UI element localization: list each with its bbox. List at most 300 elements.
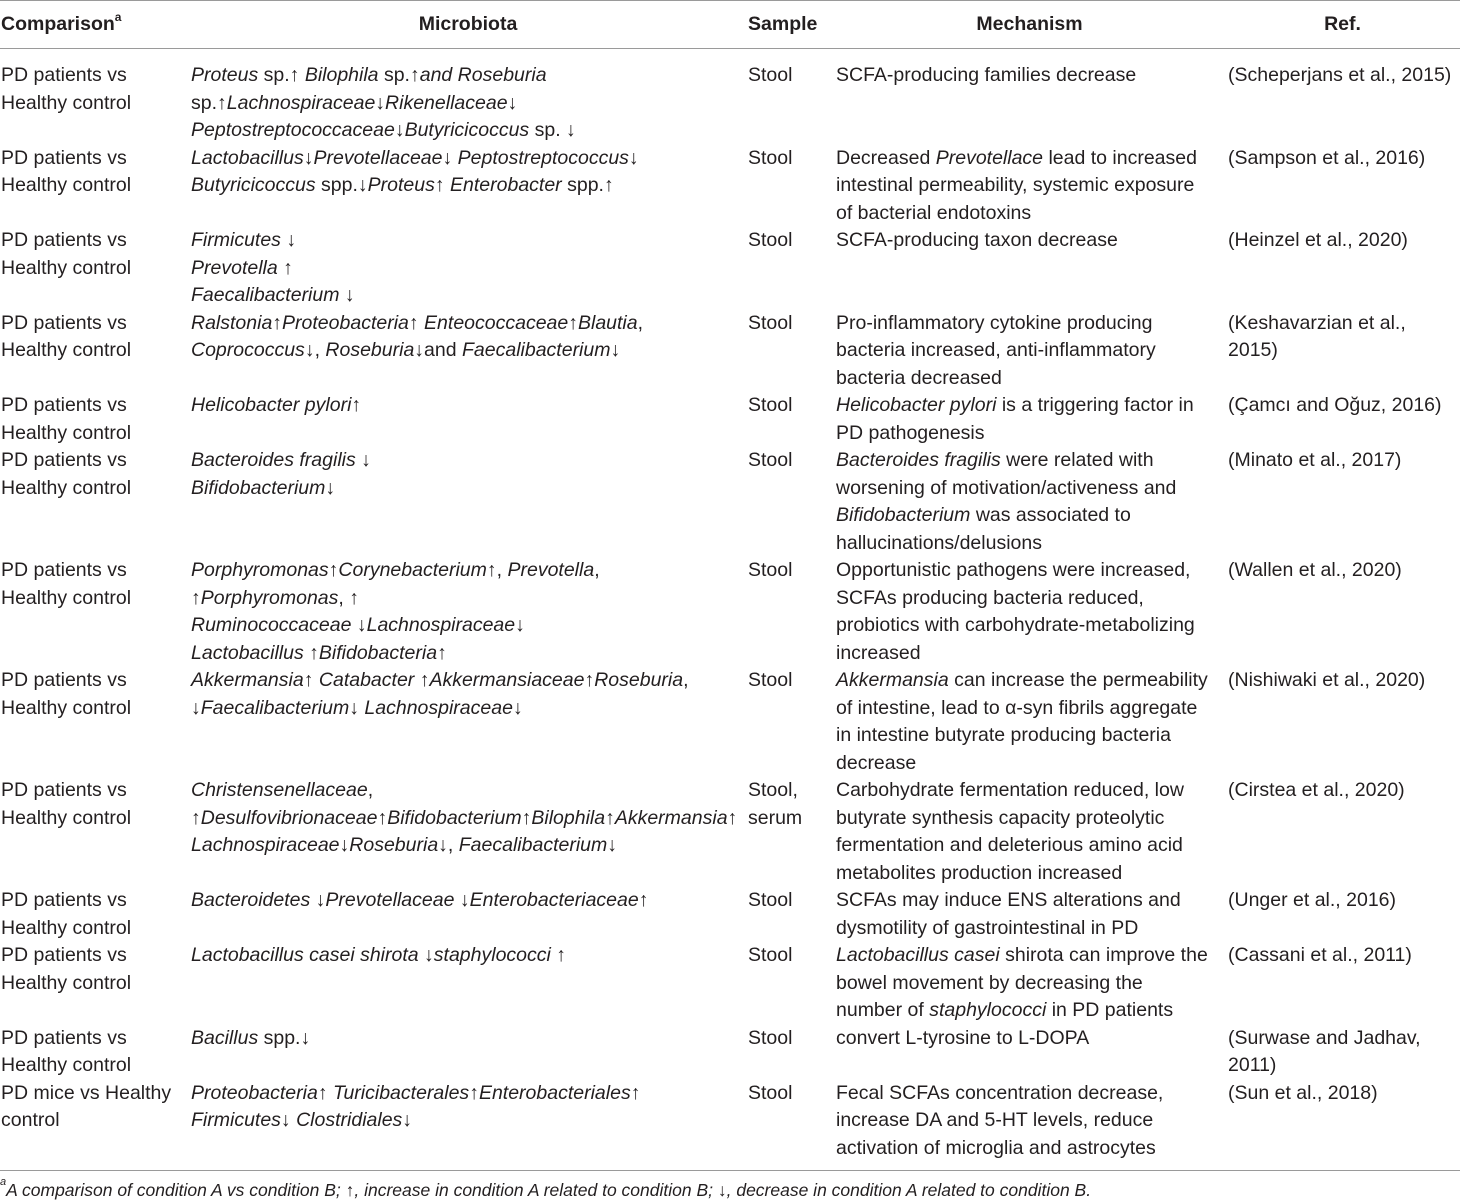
mechanism-text: was associated to [970, 504, 1131, 526]
comparison-line: PD patients vs [1, 146, 127, 169]
comparison-line: Healthy control [1, 696, 132, 719]
mechanism-text: Opportunistic pathogens were increased, [836, 559, 1191, 581]
microbiota-taxon: Peptostreptococcaceae [191, 119, 395, 141]
table-body [0, 49, 1460, 1175]
microbiota-text: ↓ [339, 834, 350, 856]
microbiota-taxon: Lactobacillus [191, 146, 304, 169]
microbiota-text: ↑ [638, 889, 649, 911]
microbiota-taxon: Roseburia [594, 669, 684, 691]
microbiota-taxon: Roseburia [349, 834, 439, 856]
microbiota-text: ↓ [402, 1109, 413, 1131]
mechanism-text: of bacterial endotoxins [836, 201, 1032, 224]
cell-microbiota [190, 227, 746, 310]
mechanism-text: Pro-inflammatory cytokine producing [836, 311, 1153, 334]
table-row [0, 1080, 1460, 1175]
mechanism-text: Carbohydrate fermentation reduced, low [836, 779, 1184, 801]
microbiota-text: sp.↑ [378, 64, 420, 86]
cell-microbiota [190, 887, 746, 942]
microbiota-taxon: Lachnospiraceae [364, 696, 513, 719]
table-row [0, 777, 1460, 887]
header-sample: Sample [746, 1, 834, 49]
cell-microbiota [190, 310, 746, 393]
cell-sample [746, 557, 834, 667]
microbiota-taxon: Porphyromonas [191, 559, 329, 581]
mechanism-text: Decreased [836, 146, 936, 169]
microbiota-taxon: Enterobacteriaceae [469, 889, 639, 911]
comparison-line: Healthy control [1, 1054, 132, 1076]
cell-comparison [0, 887, 190, 942]
mechanism-text: in intestine butyrate producing bacteria [836, 724, 1171, 746]
microbiota-taxon: Porphyromonas [200, 586, 339, 609]
mechanism-text: bacteria increased, anti-inflammatory [836, 339, 1156, 361]
ref-line: 2011) [1228, 1054, 1277, 1076]
microbiota-text: ↓ [507, 91, 518, 114]
ref-line: (Unger et al., 2016) [1228, 889, 1397, 911]
cell-comparison [0, 942, 190, 1025]
microbiota-taxon: Enterobacter [450, 174, 562, 196]
microbiota-text: , [637, 311, 644, 334]
cell-mechanism [834, 310, 1225, 393]
ref-line: (Cirstea et al., 2020) [1228, 779, 1405, 801]
microbiota-taxon: Firmicutes [191, 229, 281, 251]
microbiota-text: ↓ [351, 614, 367, 636]
microbiota-text: ↓ [610, 339, 621, 361]
microbiota-taxon: Bifidobacterium [191, 476, 326, 499]
mechanism-text: SCFAs producing bacteria reduced, [836, 586, 1144, 609]
ref-line: (Çamcı and Oğuz, 2016) [1228, 394, 1442, 416]
comparison-line: Healthy control [1, 586, 132, 609]
comparison-line: PD patients vs [1, 889, 127, 911]
comparison-line: Healthy control [1, 339, 132, 361]
ref-line: (Heinzel et al., 2020) [1228, 229, 1408, 251]
cell-comparison [0, 145, 190, 228]
cell-sample [746, 227, 834, 310]
comparison-line: PD patients vs [1, 559, 127, 581]
cell-ref [1225, 777, 1460, 887]
microbiota-text: ↑ [303, 641, 319, 664]
microbiota-taxon: Ruminococcaceae [191, 614, 352, 636]
microbiota-text: , [683, 669, 689, 691]
comparison-line: PD patients vs [1, 394, 127, 416]
microbiota-text: ↑ [630, 1081, 641, 1104]
ref-line: (Sampson et al., 2016) [1228, 146, 1426, 169]
microbiota-taxon: Firmicutes [191, 1109, 281, 1131]
mechanism-taxon: Bifidobacterium [836, 504, 971, 526]
microbiota-text: ↑ [727, 806, 738, 829]
mechanism-taxon: Helicobacter pylori [836, 394, 997, 416]
microbiota-text: ↑ [272, 311, 283, 334]
microbiota-taxon: Enterobacteriales [478, 1081, 631, 1104]
microbiota-text: ↓, [438, 834, 459, 856]
sample-line: Stool [748, 449, 793, 471]
microbiota-text: ↑ [605, 806, 615, 829]
microbiota-taxon: Proteus [367, 174, 435, 196]
ref-line: (Sun et al., 2018) [1228, 1081, 1378, 1104]
microbiota-taxon: staphylococci [433, 944, 551, 966]
header-mechanism: Mechanism [834, 1, 1225, 49]
microbiota-text: sp.↑ [191, 91, 227, 114]
cell-sample [746, 942, 834, 1025]
microbiota-text: ↑ [568, 311, 578, 334]
microbiota-taxon: Faecalibacterium [200, 696, 350, 719]
mechanism-text: of intestine, lead to α-syn fibrils aggregate [836, 696, 1198, 719]
microbiota-taxon: Coprococcus [191, 339, 305, 361]
microbiota-text: ↑ [550, 944, 567, 966]
microbiota-text: ↓ [628, 146, 639, 169]
mechanism-text: bacteria decreased [836, 366, 1002, 389]
sample-line: Stool [748, 311, 793, 334]
mechanism-text: is a triggering factor in [996, 394, 1194, 416]
mechanism-text: lead to increased [1043, 146, 1197, 169]
microbiota-text: ↑ [191, 806, 201, 829]
cell-ref [1225, 227, 1460, 310]
table-row [0, 557, 1460, 667]
microbiota-text: ↓ [515, 614, 525, 636]
table-row [0, 392, 1460, 447]
microbiota-text: spp.↓ [315, 174, 368, 196]
microbiota-text: ↓ [454, 889, 470, 911]
comparison-line: PD mice vs Healthy [1, 1081, 172, 1104]
microbiota-text: ↑ [437, 641, 447, 664]
microbiota-taxon: Akkermansia [191, 669, 304, 691]
mechanism-text: probiotics with carbohydrate-metabolizing [836, 614, 1195, 636]
microbiota-text: ↓ [280, 1109, 297, 1131]
header-row [0, 1, 1460, 49]
table-row [0, 447, 1460, 557]
header-microbiota: Microbiota [190, 1, 746, 49]
cell-ref [1225, 942, 1460, 1025]
mechanism-text: Fecal SCFAs concentration decrease, [836, 1081, 1164, 1104]
microbiota-text: ↓ [355, 449, 371, 471]
cell-microbiota [190, 392, 746, 447]
table-row [0, 227, 1460, 310]
cell-mechanism [834, 392, 1225, 447]
sample-line: Stool [748, 559, 793, 581]
cell-sample [746, 1080, 834, 1175]
cell-comparison [0, 392, 190, 447]
microbiota-taxon: Blautia [577, 311, 638, 334]
mechanism-taxon: Lactobacillus casei [836, 944, 1000, 966]
cell-mechanism [834, 227, 1225, 310]
cell-microbiota [190, 1080, 746, 1175]
microbiota-taxon: Prevotella [507, 559, 595, 581]
microbiota-taxon: Clostridiales [296, 1109, 403, 1131]
cell-sample [746, 49, 834, 145]
comparison-line: Healthy control [1, 476, 132, 499]
microbiota-taxon: Christensenellaceae [191, 779, 368, 801]
microbiota-taxon: Bilophila [531, 806, 606, 829]
cell-comparison [0, 49, 190, 145]
comparison-line: PD patients vs [1, 779, 127, 801]
comparison-line: PD patients vs [1, 311, 127, 334]
microbiota-text: ↓ [512, 696, 523, 719]
sample-line: Stool [748, 229, 793, 251]
sample-line: Stool [748, 1081, 793, 1104]
mechanism-text: SCFA-producing taxon decrease [836, 229, 1118, 251]
comparison-line: control [1, 1109, 60, 1131]
microbiota-text: , [594, 559, 600, 581]
cell-ref [1225, 145, 1460, 228]
microbiota-text: spp.↓ [258, 1026, 311, 1049]
mechanism-text: butyrate synthesis capacity proteolytic [836, 806, 1165, 829]
cell-comparison [0, 1025, 190, 1080]
cell-ref [1225, 557, 1460, 667]
microbiota-text: ↑ [434, 174, 451, 196]
microbiota-taxon: Desulfovibrionaceae [200, 806, 378, 829]
microbiota-taxon: Bilophila [304, 64, 379, 86]
microbiota-text: ↓ [191, 696, 201, 719]
cell-microbiota [190, 777, 746, 887]
microbiota-taxon: Rikenellaceae [385, 91, 508, 114]
mechanism-text: can increase the permeability [948, 669, 1208, 691]
cell-sample [746, 310, 834, 393]
comparison-line: PD patients vs [1, 449, 127, 471]
microbiota-text: spp.↑ [561, 174, 614, 196]
table-header [0, 1, 1460, 49]
cell-ref [1225, 887, 1460, 942]
comparison-line: Healthy control [1, 91, 132, 114]
ref-line: (Keshavarzian et al., 2015) [1228, 311, 1406, 361]
microbiota-text: ↑ [377, 806, 388, 829]
microbiota-text: ↑ [191, 586, 201, 609]
microbiota-text: ↑ [328, 559, 339, 581]
mechanism-text: dysmotility of gastrointestinal in PD [836, 916, 1139, 939]
microbiota-text: ↑ [303, 669, 319, 691]
cell-mechanism [834, 777, 1225, 887]
mechanism-text: PD pathogenesis [836, 421, 985, 444]
cell-mechanism [834, 49, 1225, 145]
mechanism-text: SCFA-producing families decrease [836, 64, 1137, 86]
microbiota-taxon: Faecalibacterium [462, 339, 611, 361]
cell-ref [1225, 392, 1460, 447]
cell-mechanism [834, 942, 1225, 1025]
mechanism-text: hallucinations/delusions [836, 531, 1042, 554]
cell-mechanism [834, 887, 1225, 942]
microbiota-text: ↑ [317, 1081, 333, 1104]
comparison-line: PD patients vs [1, 229, 127, 251]
microbiota-taxon: Faecalibacterium [458, 834, 608, 856]
cell-comparison [0, 667, 190, 777]
cell-sample [746, 667, 834, 777]
microbiota-text: , ↑ [338, 586, 359, 609]
comparison-line: PD patients vs [1, 1026, 127, 1049]
mechanism-text: were related with [1000, 449, 1154, 471]
cell-microbiota [190, 49, 746, 145]
microbiota-text: ↓ [442, 146, 458, 169]
microbiota-text: ↓ [303, 146, 314, 169]
comparison-line: PD patients vs [1, 669, 127, 691]
ref-line: (Cassani et al., 2011) [1228, 944, 1412, 966]
cell-ref [1225, 1025, 1460, 1080]
microbiota-taxon: Ralstonia [191, 311, 273, 334]
cell-microbiota [190, 145, 746, 228]
cell-comparison [0, 777, 190, 887]
microbiota-taxon: Prevotellaceae [313, 146, 443, 169]
mechanism-text: bowel movement by decreasing the [836, 971, 1143, 994]
mechanism-text: metabolites production increased [836, 861, 1123, 884]
mechanism-text: intestinal permeability, systemic exposure [836, 174, 1195, 196]
mechanism-taxon: staphylococci [929, 999, 1047, 1021]
mechanism-text: SCFAs may induce ENS alterations and [836, 889, 1181, 911]
cell-microbiota [190, 667, 746, 777]
mechanism-text: convert L-tyrosine to L-DOPA [836, 1026, 1090, 1049]
microbiota-text: , [367, 779, 374, 801]
cell-ref [1225, 447, 1460, 557]
comparison-line: Healthy control [1, 174, 132, 196]
microbiota-taxon: Turicibacterales [333, 1081, 470, 1104]
microbiota-taxon: Corynebacterium [338, 559, 487, 581]
ref-line: (Scheperjans et al., 2015) [1228, 64, 1452, 86]
microbiota-taxon: Lachnospiraceae [191, 834, 340, 856]
cell-microbiota [190, 447, 746, 557]
microbiota-taxon: Roseburia [325, 339, 415, 361]
table-footnote [0, 1177, 1460, 1203]
comparison-line: PD patients vs [1, 64, 127, 86]
microbiota-text: ↓ [349, 696, 365, 719]
comparison-line: Healthy control [1, 806, 132, 829]
mechanism-text: number of [836, 999, 930, 1021]
cell-sample [746, 392, 834, 447]
microbiota-taxon: Lachnospiraceae [226, 91, 376, 114]
footnote-marker: a [0, 1176, 7, 1188]
header-ref: Ref. [1225, 1, 1460, 49]
table-row [0, 1025, 1460, 1080]
cell-mechanism [834, 1025, 1225, 1080]
mechanism-taxon: Prevotellace [935, 146, 1044, 169]
cell-ref [1225, 667, 1460, 777]
cell-mechanism [834, 145, 1225, 228]
cell-mechanism [834, 557, 1225, 667]
mechanism-taxon: Bacteroides fragilis [836, 449, 1001, 471]
sample-line: Stool [748, 944, 793, 966]
microbiota-text: ↓ [280, 229, 297, 251]
header-comparison: Comparison$^a$ [0, 1, 190, 49]
comparison-line: PD patients vs [1, 944, 127, 966]
microbiota-taxon: Bifidobacterium [387, 806, 522, 829]
microbiota-taxon: Proteus [191, 64, 259, 86]
comparison-line: Healthy control [1, 421, 132, 444]
cell-comparison [0, 227, 190, 310]
sample-line: Stool [748, 1026, 793, 1049]
microbiota-text: ↓ [339, 284, 355, 306]
cell-ref [1225, 310, 1460, 393]
microbiota-taxon: Proteobacteria [191, 1081, 318, 1104]
cell-mechanism [834, 1080, 1225, 1175]
comparison-line: Healthy control [1, 256, 132, 279]
table-row [0, 942, 1460, 1025]
mechanism-text: shirota can improve the [999, 944, 1208, 966]
microbiota-taxon: Akkermansia [614, 806, 728, 829]
cell-ref [1225, 1080, 1460, 1175]
microbiota-taxon: Helicobacter pylori [191, 394, 352, 416]
cell-sample [746, 777, 834, 887]
microbiota-text: ↑ [521, 806, 532, 829]
microbiota-taxon: Faecalibacterium [191, 284, 340, 306]
microbiota-text: ↓ [325, 476, 336, 499]
cell-ref [1225, 49, 1460, 145]
cell-microbiota [190, 557, 746, 667]
cell-microbiota [190, 942, 746, 1025]
microbiota-text: ↑ [408, 311, 425, 334]
ref-line: (Surwase and Jadhav, [1228, 1026, 1421, 1049]
microbiota-taxon: Butyricicoccus [404, 119, 530, 141]
sample-line: Stool [748, 889, 793, 911]
microbiota-taxon: and Roseburia [419, 64, 547, 86]
microbiota-text: ↓, [304, 339, 326, 361]
sample-line: Stool [748, 669, 793, 691]
mechanism-text: fermentation and deleterious amino acid [836, 834, 1183, 856]
microbiota-text: ↑ [277, 256, 293, 279]
microbiota-text: sp.↑ [258, 64, 305, 86]
microbiota-text: ↑ [469, 1081, 479, 1104]
microbiota-taxon: Lachnospiraceae [366, 614, 516, 636]
microbiota-text: sp. ↓ [529, 119, 576, 141]
microbiota-taxon: Peptostreptococcus [457, 146, 629, 169]
ref-line: (Nishiwaki et al., 2020) [1228, 669, 1426, 691]
mechanism-text: decrease [836, 751, 917, 774]
ref-line: (Minato et al., 2017) [1228, 449, 1402, 471]
table-row [0, 887, 1460, 942]
ref-line: (Wallen et al., 2020) [1228, 559, 1402, 581]
microbiota-text: ↑ [584, 669, 595, 691]
table-row [0, 145, 1460, 228]
microbiota-taxon: Prevotellaceae [325, 889, 455, 911]
microbiota-text: ↑ [414, 669, 430, 691]
cell-comparison [0, 557, 190, 667]
microbiota-taxon: Lactobacillus [191, 641, 304, 664]
cell-comparison [0, 447, 190, 557]
header-footnote-marker: a [114, 9, 122, 24]
sample-line: Stool [748, 64, 793, 86]
cell-sample [746, 145, 834, 228]
microbiota-taxon: Bifidobacteria [318, 641, 438, 664]
microbiota-taxon: Bacteroides fragilis [191, 449, 356, 471]
cell-microbiota [190, 1025, 746, 1080]
microbiota-taxon: Proteobacteria [282, 311, 409, 334]
cell-comparison [0, 310, 190, 393]
sample-line: Stool [748, 146, 793, 169]
table-row [0, 49, 1460, 145]
mechanism-text: worsening of motivation/activeness and [836, 476, 1177, 499]
microbiota-text: ↓ [310, 889, 326, 911]
microbiota-text: ↓ [418, 944, 434, 966]
cell-mechanism [834, 667, 1225, 777]
mechanism-taxon: Akkermansia [836, 669, 949, 691]
microbiota-taxon: Butyricicoccus [191, 174, 316, 196]
footnote-text: A comparison of condition A vs condition B; ↑, increase in condition A related to condition B; ↓, decrease in condition A related to condition B. [6, 1180, 1092, 1200]
microbiota-taxon: Enteococcaceae [424, 311, 569, 334]
microbiota-text: ↓ [607, 834, 617, 856]
table-row [0, 667, 1460, 777]
microbiota-text: ↑ [351, 394, 362, 416]
microbiota-text: ↑, [486, 559, 508, 581]
microbiota-taxon: Bacillus [191, 1026, 259, 1049]
sample-line: serum [748, 806, 803, 829]
comparison-line: Healthy control [1, 916, 132, 939]
cell-comparison [0, 1080, 190, 1175]
comparison-line: Healthy control [1, 971, 132, 994]
sample-line: Stool, [748, 779, 798, 801]
mechanism-text: activation of microglia and astrocytes [836, 1136, 1156, 1159]
cell-sample [746, 887, 834, 942]
mechanism-text: increase DA and 5-HT levels, reduce [836, 1109, 1154, 1131]
microbiota-text: ↓ [375, 91, 386, 114]
microbiota-text: ↓and [414, 339, 462, 361]
footnote-divider [0, 1170, 1460, 1171]
cell-mechanism [834, 447, 1225, 557]
microbiota-taxon: Akkermansiaceae [429, 669, 585, 691]
mechanism-text: in PD patients [1046, 999, 1174, 1021]
